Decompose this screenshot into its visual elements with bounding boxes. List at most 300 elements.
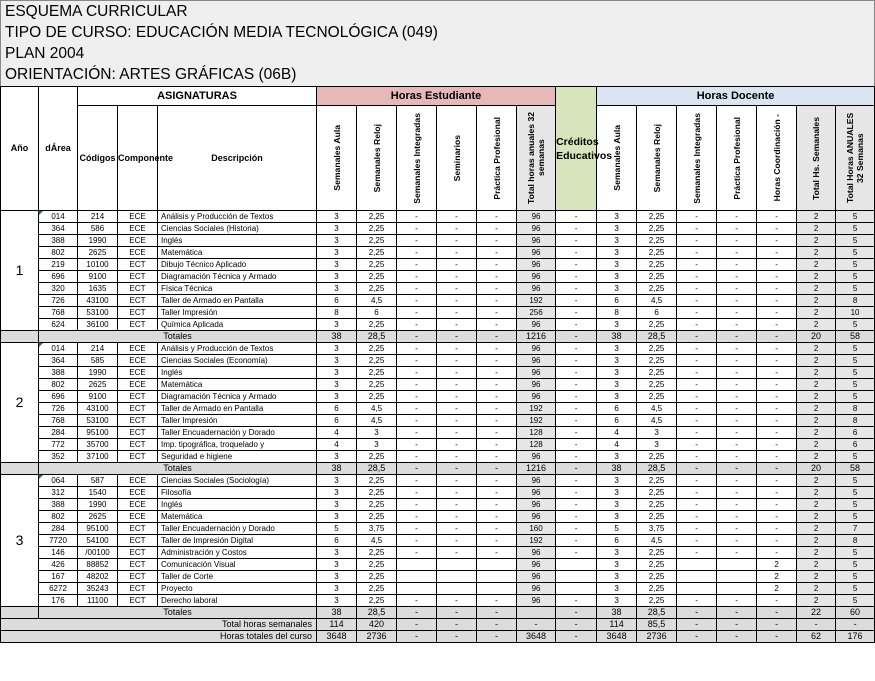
table-cell: 4,5	[357, 415, 397, 427]
table-cell: -	[477, 475, 517, 487]
table-cell: -	[677, 535, 717, 547]
table-cell: 3	[597, 259, 637, 271]
table-cell: -	[397, 595, 437, 607]
table-cell: -	[397, 475, 437, 487]
table-cell: -	[556, 223, 597, 235]
table-cell: ECE	[118, 379, 158, 391]
table-cell: 9100	[78, 271, 118, 283]
table-cell: -	[437, 475, 477, 487]
table-cell: -	[477, 355, 517, 367]
table-cell: -	[556, 367, 597, 379]
table-cell: 3	[597, 247, 637, 259]
table-cell: -	[717, 271, 757, 283]
col-area: dÁrea	[39, 87, 78, 211]
footer-cell: -	[477, 631, 517, 643]
table-cell: 364	[39, 223, 78, 235]
table-cell: -	[397, 415, 437, 427]
table-cell: 214	[78, 343, 118, 355]
table-cell: 6272	[39, 583, 78, 595]
table-cell: -	[556, 295, 597, 307]
table-cell: 96	[517, 571, 556, 583]
table-cell: -	[437, 547, 477, 559]
table-cell: 160	[517, 523, 556, 535]
footer-cell: -	[677, 619, 717, 631]
table-cell: -	[397, 511, 437, 523]
table-cell: 96	[517, 211, 556, 223]
footer-label: Horas totales del curso	[1, 631, 317, 643]
table-cell: Filosofía	[158, 487, 317, 499]
totals-cell: -	[477, 463, 517, 475]
table-cell: -	[437, 487, 477, 499]
table-cell: -	[717, 427, 757, 439]
table-cell: 96	[517, 391, 556, 403]
table-cell	[397, 571, 437, 583]
table-cell: 95100	[78, 523, 118, 535]
table-cell: -	[757, 223, 797, 235]
col-doc-3	[717, 106, 757, 211]
table-cell: ECT	[118, 391, 158, 403]
table-cell: 53100	[78, 415, 118, 427]
table-cell: 5	[836, 499, 875, 511]
table-cell: -	[677, 343, 717, 355]
table-row	[1, 295, 875, 307]
table-cell: -	[677, 403, 717, 415]
table-cell	[717, 559, 757, 571]
table-cell: 43100	[78, 295, 118, 307]
table-cell: 5	[836, 367, 875, 379]
totals-cell: -	[477, 607, 517, 619]
table-cell: 3	[597, 319, 637, 331]
table-cell: 2,25	[357, 379, 397, 391]
table-cell: 2	[797, 427, 836, 439]
table-cell: 3	[317, 211, 357, 223]
table-cell: -	[477, 547, 517, 559]
footer-cell: -	[437, 631, 477, 643]
table-cell: 6	[317, 415, 357, 427]
table-cell: 176	[39, 595, 78, 607]
table-cell: -	[717, 259, 757, 271]
table-cell: 2	[797, 271, 836, 283]
table-cell: -	[717, 235, 757, 247]
table-cell: ECE	[118, 343, 158, 355]
table-cell: 3	[597, 595, 637, 607]
table-cell: 3	[317, 259, 357, 271]
table-cell: 312	[39, 487, 78, 499]
table-cell: 3	[597, 547, 637, 559]
table-cell: 6	[317, 535, 357, 547]
table-cell: -	[397, 283, 437, 295]
table-cell: 6	[357, 307, 397, 319]
table-cell: -	[437, 319, 477, 331]
table-cell: -	[717, 475, 757, 487]
table-row	[1, 343, 875, 355]
table-cell: -	[556, 511, 597, 523]
table-cell: -	[556, 427, 597, 439]
table-cell: -	[437, 367, 477, 379]
table-cell: -	[556, 343, 597, 355]
footer-row	[1, 619, 875, 631]
table-cell: -	[717, 415, 757, 427]
header-plan: PLAN 2004	[5, 45, 85, 62]
table-cell: -	[556, 259, 597, 271]
totals-cell: -	[757, 607, 797, 619]
table-cell: 43100	[78, 403, 118, 415]
table-cell: ECT	[118, 283, 158, 295]
table-cell: -	[677, 247, 717, 259]
table-cell	[717, 583, 757, 595]
table-cell: 768	[39, 307, 78, 319]
table-cell: 96	[517, 235, 556, 247]
table-cell	[717, 571, 757, 583]
table-cell: -	[556, 451, 597, 463]
table-cell: 5	[836, 223, 875, 235]
table-cell: -	[677, 259, 717, 271]
totals-cell: 38	[597, 331, 637, 343]
table-cell: -	[717, 595, 757, 607]
table-cell: 1540	[78, 487, 118, 499]
table-cell: -	[757, 427, 797, 439]
header-title: ESQUEMA CURRICULAR	[5, 3, 188, 20]
table-cell: 3	[597, 451, 637, 463]
table-cell: 3	[597, 235, 637, 247]
table-cell: 2,25	[637, 343, 677, 355]
table-row	[1, 391, 875, 403]
table-cell: -	[477, 379, 517, 391]
table-cell: 128	[517, 427, 556, 439]
table-cell: 2,25	[637, 235, 677, 247]
table-cell: 2	[797, 247, 836, 259]
table-cell: -	[556, 271, 597, 283]
table-cell: 2,25	[637, 211, 677, 223]
table-cell: -	[717, 247, 757, 259]
table-cell: -	[397, 247, 437, 259]
table-cell: 5	[836, 271, 875, 283]
document-header	[0, 0, 875, 87]
table-cell: 4,5	[357, 535, 397, 547]
footer-cell: -	[717, 631, 757, 643]
table-row	[1, 487, 875, 499]
table-cell: 2	[797, 439, 836, 451]
table-cell: Ciencias Sociales (Historia)	[158, 223, 317, 235]
col-est-3-label: Seminarios	[451, 134, 462, 182]
table-cell: -	[477, 283, 517, 295]
footer-cell: 85,5	[637, 619, 677, 631]
table-cell: 3	[597, 499, 637, 511]
table-cell: 5	[836, 235, 875, 247]
table-cell: -	[477, 595, 517, 607]
table-cell: Derecho laboral	[158, 595, 317, 607]
table-cell: 3	[317, 223, 357, 235]
table-cell: -	[717, 379, 757, 391]
table-cell: 53100	[78, 307, 118, 319]
table-cell: 96	[517, 475, 556, 487]
table-cell: -	[477, 343, 517, 355]
totals-cell: 28,5	[637, 331, 677, 343]
table-cell: 2,25	[357, 271, 397, 283]
table-cell: 3,75	[637, 523, 677, 535]
table-cell: -	[757, 355, 797, 367]
table-cell: 2,25	[357, 559, 397, 571]
table-cell: -	[437, 223, 477, 235]
table-cell: 96	[517, 487, 556, 499]
totals-cell: -	[717, 331, 757, 343]
table-cell: -	[397, 223, 437, 235]
table-cell: 6	[836, 427, 875, 439]
table-cell: -	[757, 547, 797, 559]
table-cell: -	[717, 487, 757, 499]
table-cell: 96	[517, 271, 556, 283]
table-row	[1, 379, 875, 391]
table-cell: 1635	[78, 283, 118, 295]
table-cell: 2,25	[357, 391, 397, 403]
table-cell: ECT	[118, 319, 158, 331]
table-cell: 802	[39, 511, 78, 523]
table-cell: 2,25	[357, 511, 397, 523]
table-cell: 36100	[78, 319, 118, 331]
table-cell: 6	[637, 307, 677, 319]
table-cell: 3	[597, 355, 637, 367]
table-cell: 5	[836, 343, 875, 355]
table-cell: 2,25	[357, 343, 397, 355]
table-cell: 5	[836, 211, 875, 223]
table-cell: 96	[517, 223, 556, 235]
table-cell: 2	[797, 283, 836, 295]
table-cell: 5	[836, 595, 875, 607]
col-doc-3-label: Práctica Profesional	[731, 116, 742, 200]
table-cell: 96	[517, 343, 556, 355]
table-cell: -	[757, 451, 797, 463]
table-cell: -	[677, 355, 717, 367]
table-cell: -	[677, 499, 717, 511]
table-cell: ECT	[118, 295, 158, 307]
table-cell: 48202	[78, 571, 118, 583]
table-cell: -	[677, 439, 717, 451]
table-cell: -	[757, 379, 797, 391]
table-cell: -	[757, 403, 797, 415]
totals-spacer	[1, 331, 39, 343]
table-row	[1, 403, 875, 415]
col-doc-0-label: Semanales Aula	[611, 125, 622, 191]
table-cell: 2	[797, 415, 836, 427]
table-cell: Taller de Impresión Digital	[158, 535, 317, 547]
table-cell: -	[677, 415, 717, 427]
table-cell: 2,25	[637, 499, 677, 511]
table-cell: 587	[78, 475, 118, 487]
table-cell: ECT	[118, 307, 158, 319]
table-cell: 11100	[78, 595, 118, 607]
table-cell: 2,25	[357, 235, 397, 247]
table-cell: 2,25	[357, 547, 397, 559]
table-cell: -	[397, 355, 437, 367]
table-cell: 2	[797, 403, 836, 415]
table-cell: Matemática	[158, 511, 317, 523]
table-cell: 3	[317, 571, 357, 583]
col-est-5-label: Total horas anuales 32 semanas	[526, 111, 547, 205]
header-course-type: TIPO DE CURSO: EDUCACIÓN MEDIA TECNOLÓGICA (049)	[5, 24, 438, 41]
table-cell: 3	[597, 559, 637, 571]
table-cell: -	[757, 475, 797, 487]
table-cell: ECE	[118, 247, 158, 259]
table-cell: ECE	[118, 223, 158, 235]
table-cell: -	[717, 295, 757, 307]
table-cell: -	[757, 235, 797, 247]
table-cell: Inglés	[158, 499, 317, 511]
table-row	[1, 595, 875, 607]
table-cell: 2	[797, 499, 836, 511]
table-cell: -	[677, 295, 717, 307]
table-cell: 364	[39, 355, 78, 367]
table-cell: 802	[39, 247, 78, 259]
table-cell: -	[437, 247, 477, 259]
table-row	[1, 547, 875, 559]
table-cell: -	[717, 511, 757, 523]
footer-cell: -	[717, 619, 757, 631]
table-cell: -	[397, 487, 437, 499]
table-cell: -	[397, 451, 437, 463]
table-cell: 5	[836, 283, 875, 295]
table-cell: 3	[597, 391, 637, 403]
table-cell: Diagramación Técnica y Armado	[158, 391, 317, 403]
table-cell: -	[757, 415, 797, 427]
table-cell: -	[677, 427, 717, 439]
table-cell: -	[677, 211, 717, 223]
col-est-1-label: Semanales Reloj	[371, 123, 382, 193]
table-cell: -	[677, 271, 717, 283]
totals-cell: -	[556, 607, 597, 619]
table-cell: 5	[836, 547, 875, 559]
table-cell: 4	[317, 439, 357, 451]
footer-cell: -	[677, 631, 717, 643]
totals-cell: -	[397, 607, 437, 619]
table-cell: ECE	[118, 487, 158, 499]
table-cell: 2	[797, 223, 836, 235]
table-cell: Taller Impresión	[158, 415, 317, 427]
totals-cell: 20	[797, 331, 836, 343]
table-cell: 88852	[78, 559, 118, 571]
footer-cell: 176	[836, 631, 875, 643]
table-cell	[437, 571, 477, 583]
table-cell: 2	[797, 595, 836, 607]
table-row	[1, 475, 875, 487]
table-cell: 2,25	[637, 595, 677, 607]
table-cell: 6	[597, 415, 637, 427]
year-cell: 3	[1, 475, 39, 607]
col-anio: Año	[1, 87, 39, 211]
table-cell: 4,5	[357, 403, 397, 415]
table-cell	[556, 571, 597, 583]
table-row	[1, 511, 875, 523]
table-cell: 192	[517, 535, 556, 547]
table-row	[1, 223, 875, 235]
table-row	[1, 415, 875, 427]
table-cell: -	[437, 355, 477, 367]
table-row	[1, 451, 875, 463]
table-cell: 2,25	[637, 475, 677, 487]
table-cell: 5	[836, 391, 875, 403]
footer-cell: 114	[317, 619, 357, 631]
table-cell: 2,25	[637, 283, 677, 295]
table-cell: -	[397, 535, 437, 547]
table-cell: 2	[797, 451, 836, 463]
col-est-0-label: Semanales Aula	[331, 125, 342, 191]
table-cell: -	[757, 259, 797, 271]
table-cell: Análisis y Producción de Textos	[158, 343, 317, 355]
table-cell: -	[477, 223, 517, 235]
table-cell: 7720	[39, 535, 78, 547]
table-cell: 3	[317, 355, 357, 367]
table-cell: ECT	[118, 403, 158, 415]
table-cell: -	[477, 391, 517, 403]
table-cell: 2	[757, 583, 797, 595]
table-cell: 96	[517, 511, 556, 523]
col-doc-4	[757, 106, 797, 211]
table-cell: 2625	[78, 379, 118, 391]
table-cell: -	[477, 439, 517, 451]
table-cell: 2	[797, 487, 836, 499]
table-cell: -	[717, 403, 757, 415]
table-row	[1, 247, 875, 259]
footer-cell: 3648	[317, 631, 357, 643]
table-cell: 5	[836, 355, 875, 367]
table-cell: 4,5	[637, 403, 677, 415]
table-cell: 014	[39, 211, 78, 223]
table-cell: 284	[39, 427, 78, 439]
table-cell: 6	[597, 535, 637, 547]
table-cell: 2,25	[637, 367, 677, 379]
table-cell: -	[757, 247, 797, 259]
table-cell: ECT	[118, 535, 158, 547]
col-doc-2-label: Semanales Integradas	[691, 112, 702, 204]
table-cell: -	[437, 403, 477, 415]
totals-cell: 38	[317, 331, 357, 343]
table-cell: ECE	[118, 367, 158, 379]
table-cell: ECE	[118, 499, 158, 511]
table-cell: -	[757, 523, 797, 535]
table-cell: 5	[836, 475, 875, 487]
col-doc-6	[836, 106, 875, 211]
table-cell: 2	[797, 367, 836, 379]
table-cell	[677, 571, 717, 583]
group-horas-estudiante: Horas Estudiante	[317, 87, 556, 106]
footer-cell: 62	[797, 631, 836, 643]
header-orientation: ORIENTACIÓN: ARTES GRÁFICAS (06B)	[5, 66, 297, 83]
table-cell: 3	[597, 511, 637, 523]
totals-cell: 28,5	[357, 463, 397, 475]
table-cell: 1990	[78, 235, 118, 247]
col-est-2	[397, 106, 437, 211]
table-cell: 3	[637, 439, 677, 451]
table-cell: 3	[317, 499, 357, 511]
table-cell: -	[717, 547, 757, 559]
table-cell: -	[477, 511, 517, 523]
table-cell: -	[556, 235, 597, 247]
table-cell: Taller Encuadernación y Dorado	[158, 523, 317, 535]
table-cell: 7	[836, 523, 875, 535]
table-cell: -	[397, 295, 437, 307]
totals-row	[1, 331, 875, 343]
table-cell: 5	[836, 571, 875, 583]
totals-cell: 28,5	[637, 607, 677, 619]
table-cell: 3,75	[357, 523, 397, 535]
table-cell: -	[757, 307, 797, 319]
table-cell: -	[397, 499, 437, 511]
col-codigos: Códigos	[78, 106, 118, 211]
table-cell: Imp. tipográfica, troquelado y	[158, 439, 317, 451]
table-cell: 2,25	[637, 451, 677, 463]
table-cell: 219	[39, 259, 78, 271]
table-cell: 95100	[78, 427, 118, 439]
table-cell: 37100	[78, 451, 118, 463]
